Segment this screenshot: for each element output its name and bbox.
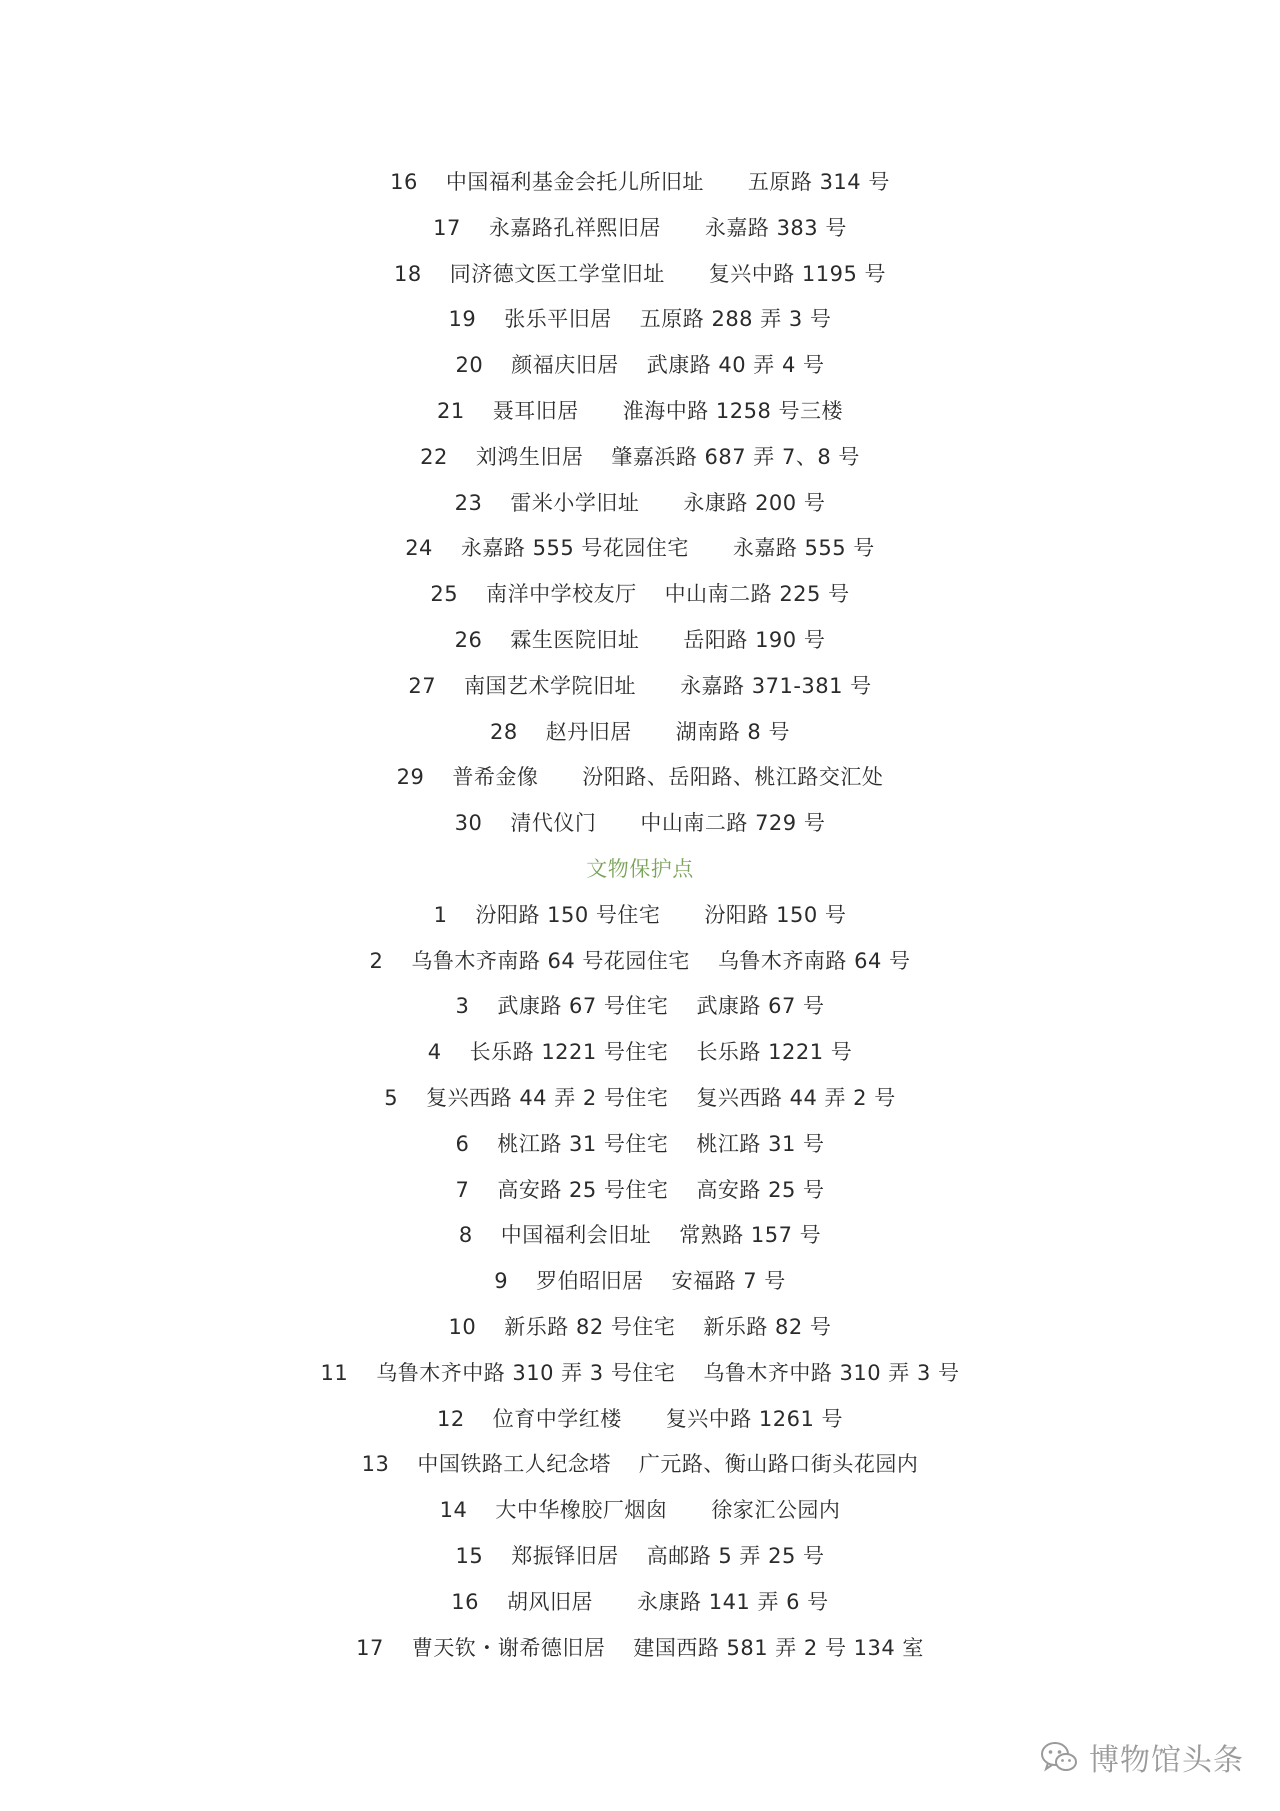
watermark-text: 博物馆头条	[1089, 1743, 1244, 1778]
item-name: 同济德文医工学堂旧址	[449, 261, 665, 286]
item-name: 南国艺术学院旧址	[464, 673, 637, 698]
list-item	[0, 893, 1280, 939]
list-item	[0, 481, 1280, 527]
item-address: 武康路 67 号	[696, 994, 825, 1019]
item-number: 30	[454, 811, 483, 836]
list-item	[0, 1305, 1280, 1351]
item-number: 5	[384, 1085, 399, 1110]
list-item	[0, 664, 1280, 710]
item-name: 张乐平旧居	[504, 307, 612, 332]
item-name: 新乐路 82 号住宅	[504, 1314, 676, 1339]
list-item	[0, 1534, 1280, 1580]
item-address: 武康路 40 弄 4 号	[646, 353, 825, 378]
item-name: 永嘉路 555 号花园住宅	[460, 536, 689, 561]
item-number: 4	[427, 1040, 442, 1065]
list-item	[0, 1122, 1280, 1168]
item-address: 桃江路 31 号	[696, 1131, 825, 1156]
list-item	[0, 252, 1280, 298]
item-name: 赵丹旧居	[545, 719, 632, 744]
item-name: 大中华橡胶厂烟囱	[495, 1498, 668, 1523]
item-address: 新乐路 82 号	[703, 1314, 832, 1339]
list-item	[0, 984, 1280, 1030]
item-name: 桃江路 31 号住宅	[497, 1131, 669, 1156]
item-address: 岳阳路 190 号	[683, 627, 826, 652]
item-number: 23	[454, 490, 483, 515]
item-number: 21	[436, 398, 465, 423]
section-title: 文物保护点	[586, 856, 694, 881]
list-item	[0, 1442, 1280, 1488]
list-item	[0, 297, 1280, 343]
list-item	[0, 710, 1280, 756]
item-address: 复兴西路 44 弄 2 号	[696, 1085, 896, 1110]
item-address: 汾阳路、岳阳路、桃江路交汇处	[582, 765, 884, 790]
item-number: 7	[455, 1177, 470, 1202]
item-address: 乌鲁木齐中路 310 弄 3 号	[703, 1360, 960, 1385]
item-name: 刘鸿生旧居	[475, 444, 584, 469]
list-item	[0, 389, 1280, 435]
item-name: 乌鲁木齐中路 310 弄 3 号住宅	[376, 1360, 676, 1385]
list-item	[0, 160, 1280, 206]
list-item	[0, 1397, 1280, 1443]
item-address: 淮海中路 1258 号三楼	[622, 398, 844, 423]
list-item	[0, 572, 1280, 618]
item-name: 中国福利基金会托儿所旧址	[445, 170, 704, 194]
heritage-list	[0, 160, 1280, 1671]
item-name: 高安路 25 号住宅	[497, 1177, 669, 1202]
list-item	[0, 343, 1280, 389]
item-name: 曹天钦・谢希德旧居	[411, 1635, 606, 1660]
item-number: 15	[455, 1543, 484, 1568]
list-item	[0, 526, 1280, 572]
item-number: 24	[405, 536, 433, 561]
item-number: 10	[448, 1314, 477, 1339]
item-name: 乌鲁木齐南路 64 号花园住宅	[411, 948, 690, 973]
list-item	[0, 435, 1280, 481]
list-item	[0, 1030, 1280, 1076]
list-item	[0, 1580, 1280, 1626]
item-name: 罗伯昭旧居	[536, 1269, 644, 1294]
item-name: 武康路 67 号住宅	[497, 994, 669, 1019]
item-address: 五原路 314 号	[747, 170, 890, 194]
item-address: 永嘉路 371-381 号	[680, 673, 872, 698]
item-name: 复兴西路 44 弄 2 号住宅	[426, 1085, 669, 1110]
item-address: 高邮路 5 弄 25 号	[646, 1543, 825, 1568]
list-item	[0, 1213, 1280, 1259]
item-address: 徐家汇公园内	[711, 1498, 841, 1523]
item-address: 永康路 141 弄 6 号	[637, 1589, 829, 1614]
list-item	[0, 1168, 1280, 1214]
item-name: 南洋中学校友厅	[486, 582, 637, 607]
item-number: 14	[439, 1498, 468, 1523]
item-address: 长乐路 1221 号	[696, 1040, 853, 1065]
item-number: 2	[369, 948, 384, 973]
item-name: 颜福庆旧居	[511, 353, 619, 378]
item-name: 郑振铎旧居	[511, 1543, 619, 1568]
item-name: 普希金像	[452, 765, 539, 790]
item-address: 湖南路 8 号	[675, 719, 790, 744]
item-address: 复兴中路 1261 号	[665, 1406, 844, 1431]
item-name: 清代仪门	[510, 811, 597, 836]
list-item	[0, 939, 1280, 985]
item-name: 中国福利会旧址	[500, 1223, 652, 1248]
item-address: 复兴中路 1195 号	[708, 261, 887, 286]
item-address: 高安路 25 号	[696, 1177, 825, 1202]
list-item	[0, 1626, 1280, 1672]
item-address: 永嘉路 383 号	[704, 215, 847, 240]
list-item	[0, 206, 1280, 252]
item-name: 长乐路 1221 号住宅	[469, 1040, 669, 1065]
list-item	[0, 618, 1280, 664]
item-number: 16	[451, 1589, 480, 1614]
item-address: 乌鲁木齐南路 64 号	[717, 948, 911, 973]
item-address: 安福路 7 号	[671, 1269, 786, 1294]
item-address: 广元路、衡山路口街头花园内	[638, 1452, 919, 1477]
list-item	[0, 1488, 1280, 1534]
item-number: 12	[436, 1406, 465, 1431]
item-address: 汾阳路 150 号	[704, 902, 847, 927]
item-number: 1	[433, 902, 448, 927]
watermark	[1039, 1733, 1244, 1781]
item-number: 27	[408, 673, 437, 698]
wechat-icon	[1039, 1737, 1079, 1777]
item-address: 中山南二路 225 号	[664, 582, 850, 607]
item-address: 五原路 288 弄 3 号	[639, 307, 832, 332]
item-number: 29	[396, 765, 425, 790]
item-address: 中山南二路 729 号	[640, 811, 826, 836]
item-number: 22	[420, 444, 448, 469]
list-item	[0, 801, 1280, 847]
item-number: 13	[361, 1452, 390, 1477]
item-name: 中国铁路工人纪念塔	[417, 1452, 611, 1477]
item-number: 20	[455, 353, 484, 378]
item-number: 19	[448, 307, 477, 332]
item-name: 胡风旧居	[507, 1589, 594, 1614]
item-number: 3	[455, 994, 470, 1019]
item-number: 17	[356, 1635, 384, 1660]
item-number: 28	[490, 719, 518, 744]
item-number: 25	[430, 582, 459, 607]
list-item	[0, 1259, 1280, 1305]
item-address: 建国西路 581 弄 2 号 134 室	[633, 1635, 924, 1660]
item-number: 9	[494, 1269, 509, 1294]
item-name: 汾阳路 150 号住宅	[475, 902, 661, 927]
item-name: 位育中学红楼	[492, 1406, 622, 1431]
item-name: 霖生医院旧址	[510, 627, 640, 652]
item-address: 永康路 200 号	[683, 490, 826, 515]
item-address: 常熟路 157 号	[679, 1223, 822, 1248]
list-item	[0, 1351, 1280, 1397]
item-name: 聂耳旧居	[492, 398, 579, 423]
item-number: 11	[320, 1360, 349, 1385]
list-item	[0, 1076, 1280, 1122]
item-number: 8	[458, 1223, 473, 1248]
item-name: 雷米小学旧址	[510, 490, 640, 515]
item-number: 6	[455, 1131, 470, 1156]
item-number: 16	[390, 170, 418, 194]
item-address: 肇嘉浜路 687 弄 7、8 号	[611, 444, 860, 469]
item-number: 18	[393, 261, 422, 286]
item-number: 26	[454, 627, 483, 652]
list-item	[0, 755, 1280, 801]
item-address: 永嘉路 555 号	[732, 536, 875, 561]
item-number: 17	[433, 215, 461, 240]
item-name: 永嘉路孔祥熙旧居	[488, 215, 661, 240]
